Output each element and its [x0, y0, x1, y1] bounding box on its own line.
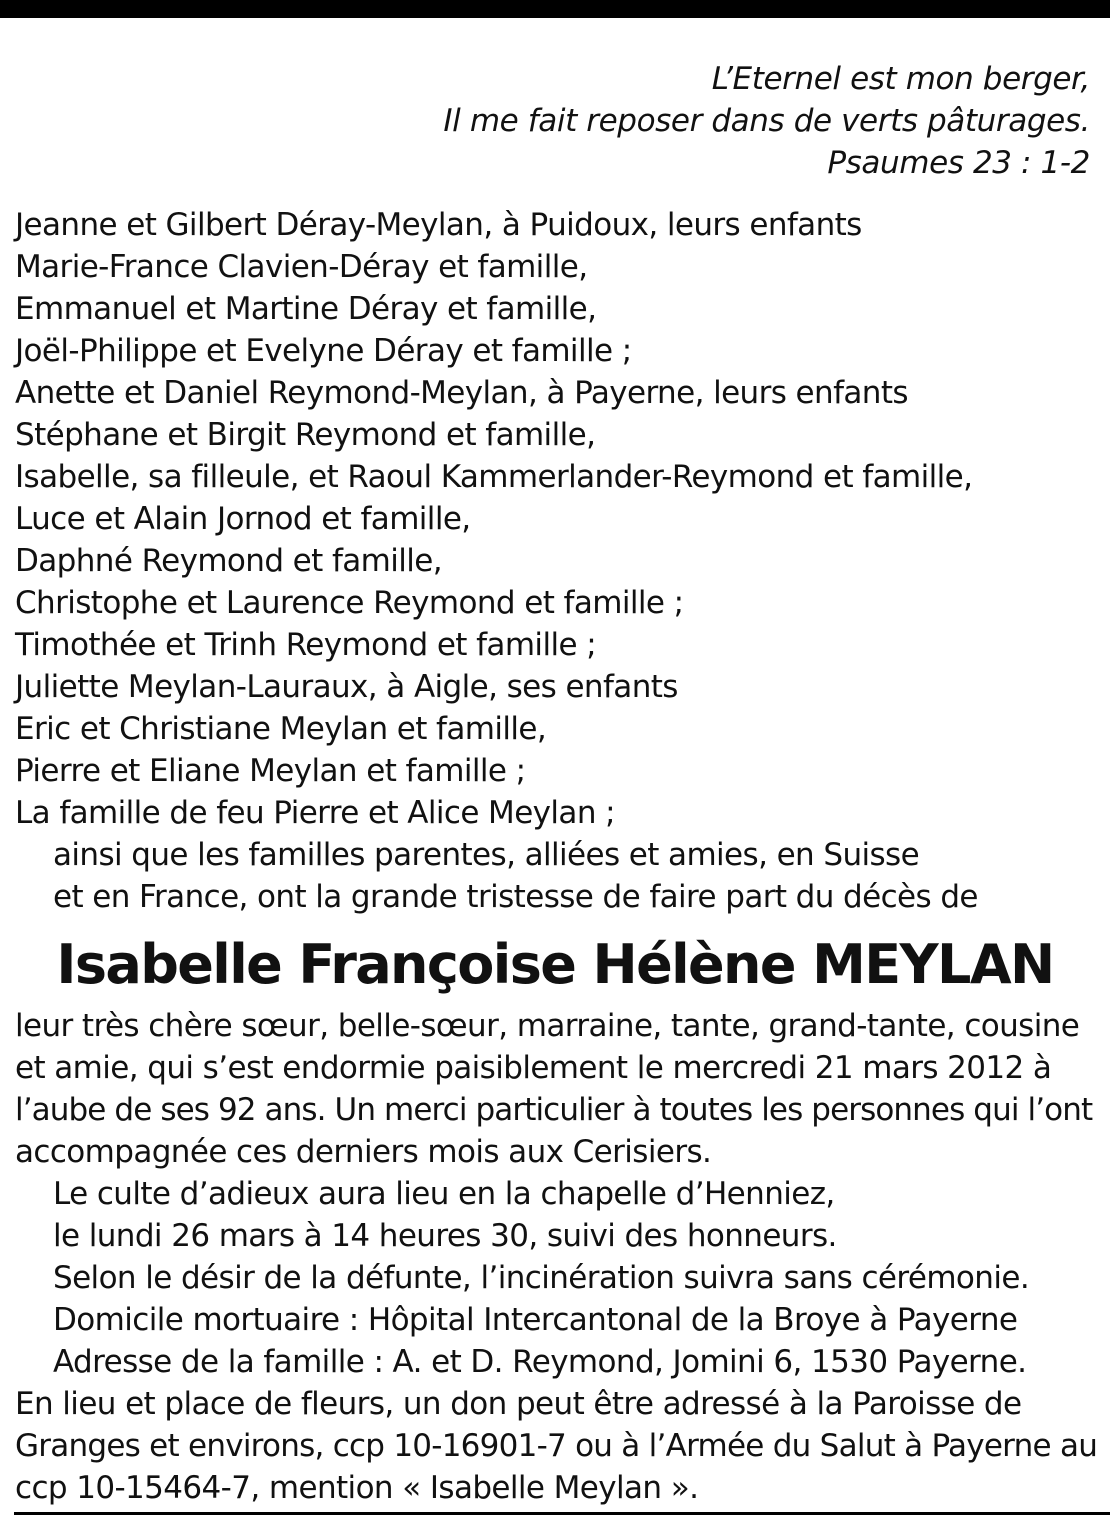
family-line: Luce et Alain Jornod et famille,	[15, 501, 471, 537]
family-line: Daphné Reymond et famille,	[15, 543, 443, 579]
announcement-line-2: et en France, ont la grande tristesse de faire part du décès de	[53, 879, 978, 915]
family-line: Isabelle, sa filleule, et Raoul Kammerlander-Reymond et famille,	[15, 459, 973, 495]
family-line: Pierre et Eliane Meylan et famille ;	[15, 753, 526, 789]
family-line: Jeanne et Gilbert Déray-Meylan, à Puidoux, leurs enfants	[15, 207, 862, 243]
family-line: Anette et Daniel Reymond-Meylan, à Payerne, leurs enfants	[15, 375, 908, 411]
announcement-line-1: ainsi que les familles parentes, alliées et amies, en Suisse	[53, 837, 920, 873]
verse-reference: Psaumes 23 : 1-2	[827, 145, 1090, 181]
family-line: Christophe et Laurence Reymond et famille ;	[15, 585, 684, 621]
mortuary-address: Domicile mortuaire : Hôpital Intercantonal de la Broye à Payerne	[53, 1302, 1018, 1338]
deceased-name: Isabelle Françoise Hélène MEYLAN	[56, 933, 1054, 996]
ceremony-line-1: Le culte d’adieux aura lieu en la chapelle d’Henniez,	[53, 1176, 835, 1212]
family-line: Stéphane et Birgit Reymond et famille,	[15, 417, 596, 453]
family-line: La famille de feu Pierre et Alice Meylan ;	[15, 795, 615, 831]
family-line: Eric et Christiane Meylan et famille,	[15, 711, 547, 747]
family-list	[15, 204, 978, 918]
bible-verse	[443, 58, 1090, 184]
cremation-note: Selon le désir de la défunte, l’incinération suivra sans cérémonie.	[53, 1260, 1030, 1296]
ceremony-line-2: le lundi 26 mars à 14 heures 30, suivi des honneurs.	[53, 1218, 837, 1254]
family-line: Timothée et Trinh Reymond et famille ;	[15, 627, 597, 663]
verse-line-1: L’Eternel est mon berger,	[711, 61, 1090, 97]
family-line: Emmanuel et Martine Déray et famille,	[15, 291, 597, 327]
donation-line: ccp 10-15464-7, mention « Isabelle Meylan ».	[15, 1470, 699, 1506]
top-border-rule	[0, 0, 1110, 18]
family-line: Joël-Philippe et Evelyne Déray et famille ;	[15, 333, 632, 369]
tribute-line: leur très chère sœur, belle-sœur, marraine, tante, grand-tante, cousine	[15, 1008, 1080, 1044]
verse-line-2: Il me fait reposer dans de verts pâturages.	[443, 103, 1090, 139]
tribute-line: et amie, qui s’est endormie paisiblement le mercredi 21 mars 2012 à	[15, 1050, 1052, 1086]
bottom-border-rule	[14, 1512, 1110, 1515]
donation-line: Granges et environs, ccp 10-16901-7 ou à l’Armée du Salut à Payerne au	[15, 1428, 1098, 1464]
family-line: Marie-France Clavien-Déray et famille,	[15, 249, 588, 285]
donation-line: En lieu et place de fleurs, un don peut être adressé à la Paroisse de	[15, 1386, 1022, 1422]
obituary-body	[15, 1005, 1097, 1509]
tribute-line: l’aube de ses 92 ans. Un merci particulier à toutes les personnes qui l’ont	[15, 1092, 1093, 1128]
family-line: Juliette Meylan-Lauraux, à Aigle, ses enfants	[15, 669, 678, 705]
tribute-line: accompagnée ces derniers mois aux Cerisiers.	[15, 1134, 712, 1170]
family-address: Adresse de la famille : A. et D. Reymond, Jomini 6, 1530 Payerne.	[53, 1344, 1027, 1380]
